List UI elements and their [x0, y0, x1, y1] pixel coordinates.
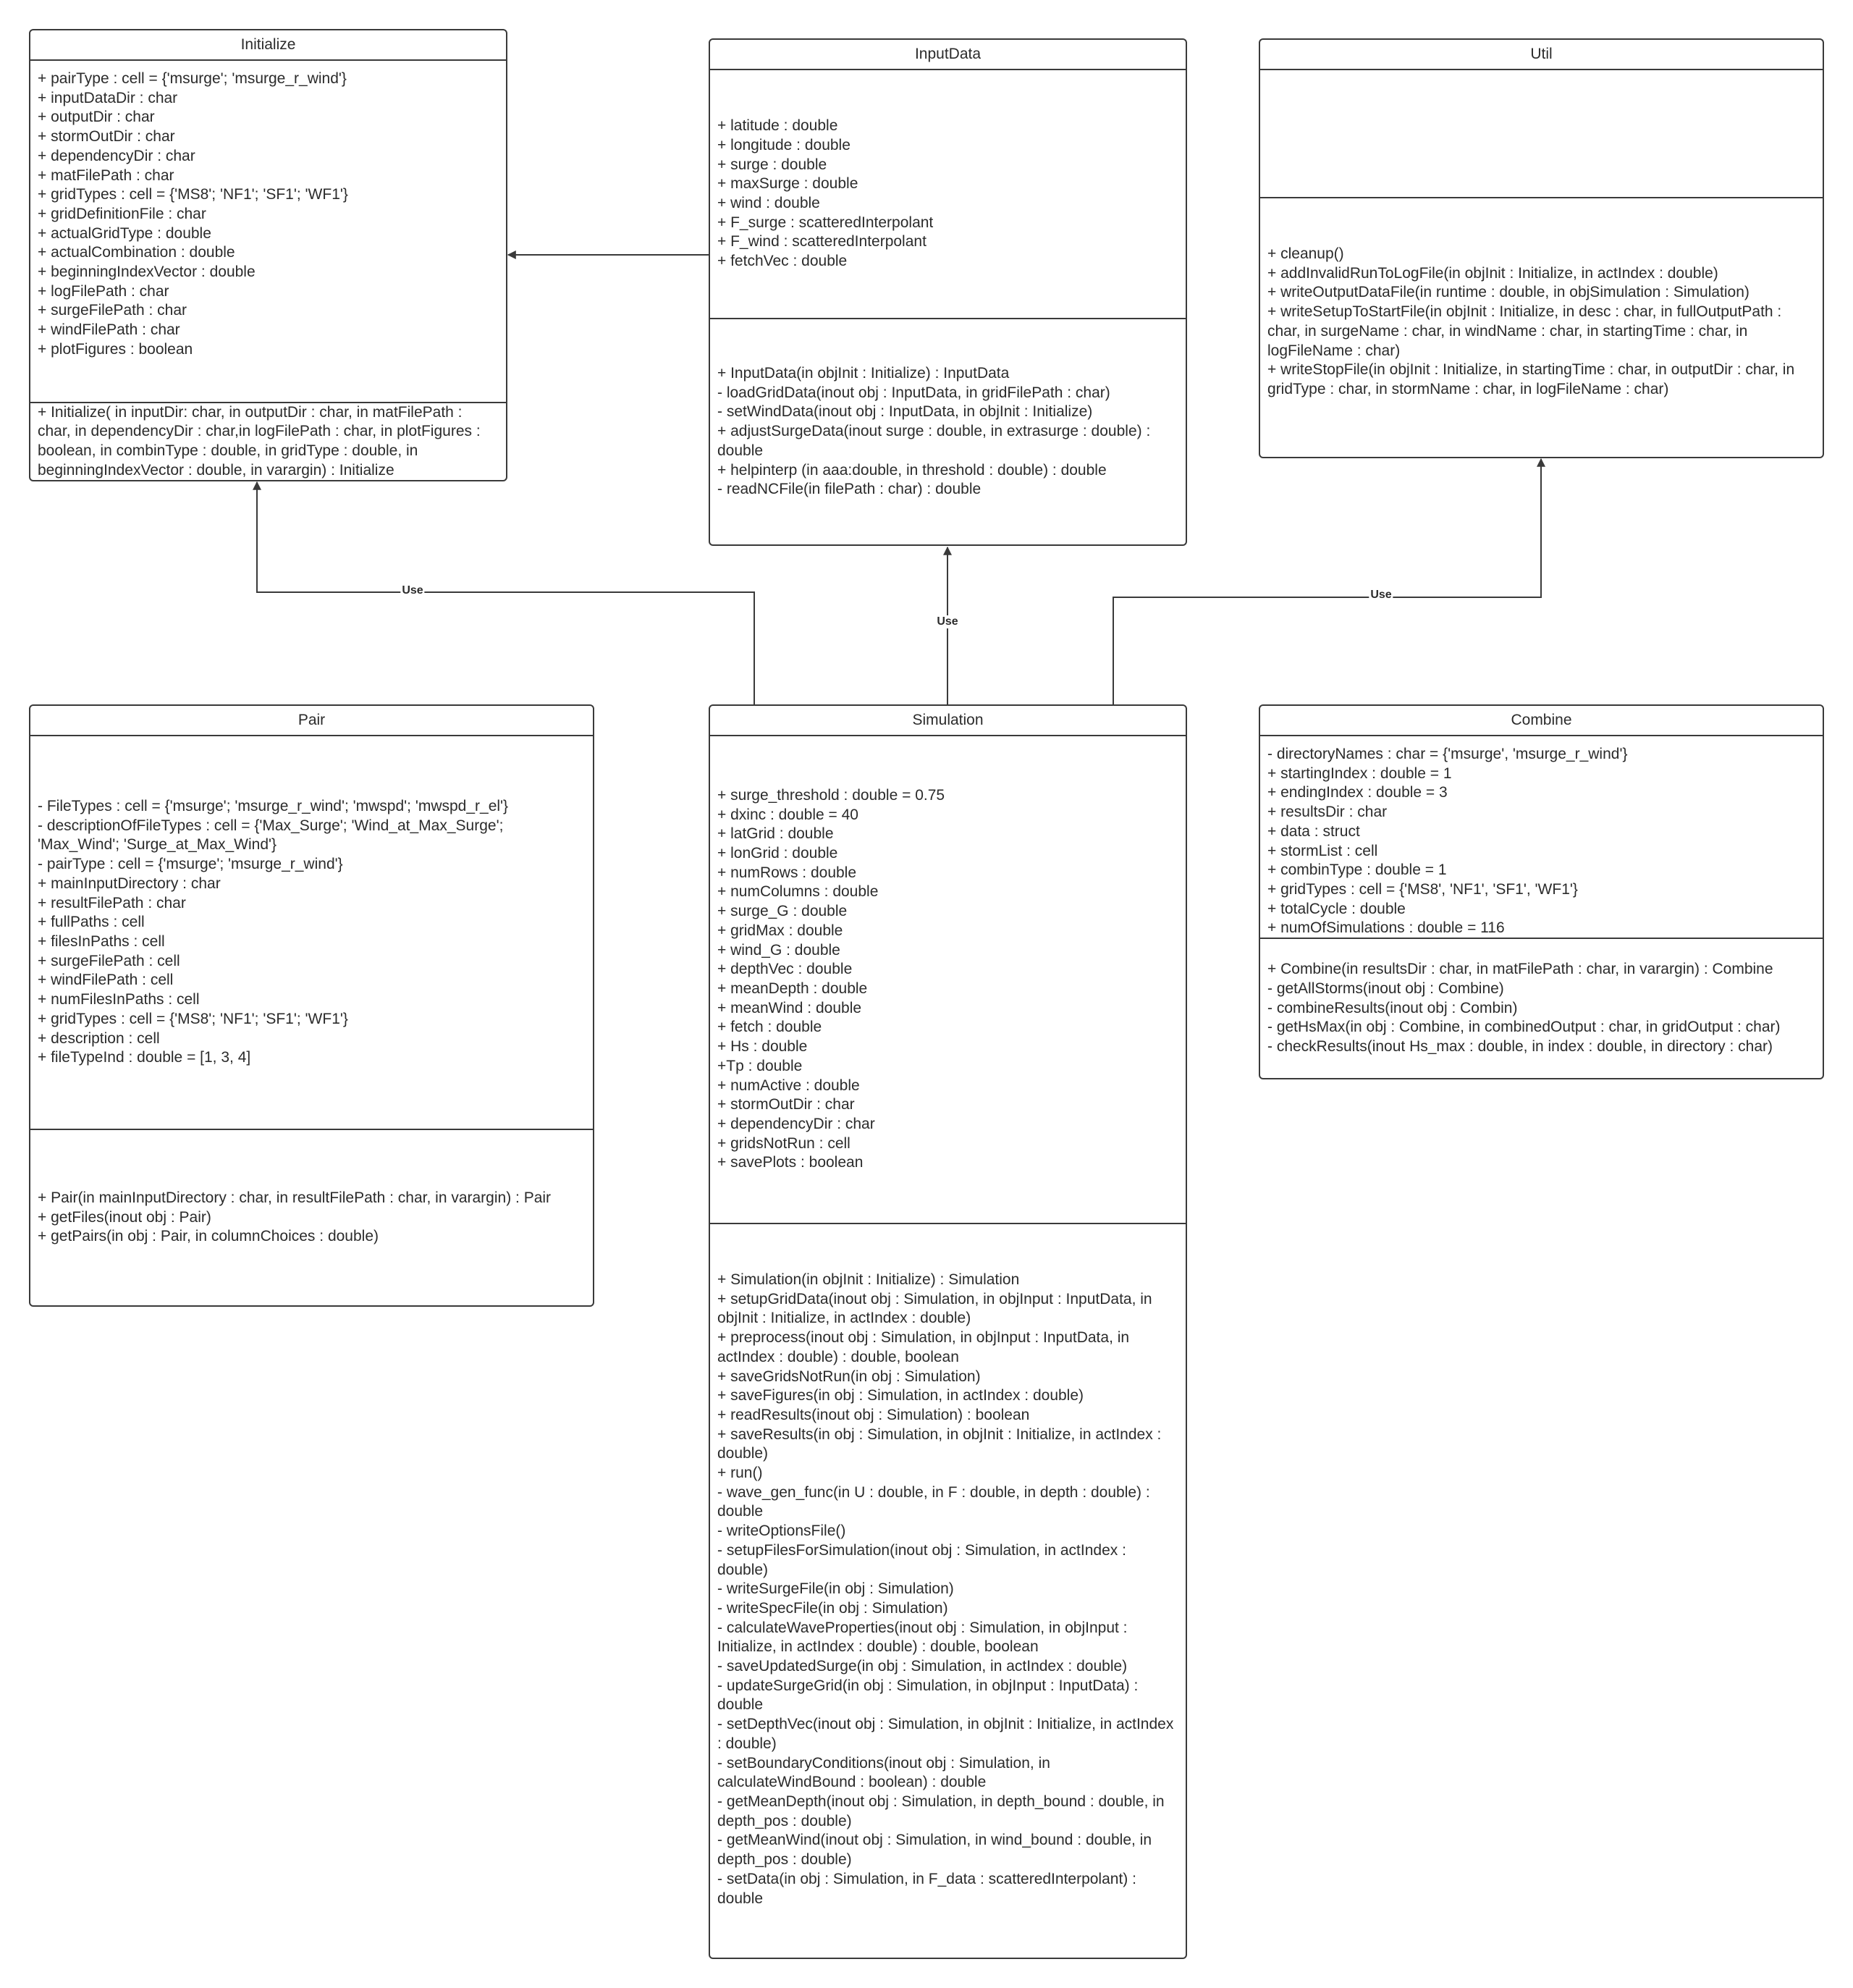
attributes-section	[1260, 70, 1823, 197]
attribute-line: + gridDefinitionFile : char	[38, 205, 206, 222]
attribute-line: + surge_threshold : double = 0.75	[717, 786, 945, 804]
class-name: Combine	[1260, 706, 1823, 736]
operation-line: + writeSetupToStartFile(in objInit : Initialize, in desc : char, in fullOutputPath : char, in surgeName : char, in windName : char, in startingTime : char, in logFileName : char)	[1267, 303, 1782, 359]
operation-line: - getHsMax(in obj : Combine, in combinedOutput : char, in gridOutput : char)	[1267, 1019, 1781, 1036]
operation-line: + saveGridsNotRun(in obj : Simulation)	[717, 1368, 981, 1385]
operation-line: + cleanup()	[1267, 245, 1344, 262]
attribute-line: + windFilePath : cell	[38, 972, 174, 989]
attribute-line: + savePlots : boolean	[717, 1154, 864, 1171]
attribute-line: + fetch : double	[717, 1019, 822, 1036]
operations-section	[710, 318, 1186, 544]
attribute-line: + fullPaths : cell	[38, 914, 145, 931]
attribute-line: + meanWind : double	[717, 999, 862, 1016]
attribute-line: + gridsNotRun : cell	[717, 1134, 850, 1152]
attribute-line: + description : cell	[38, 1029, 160, 1047]
operation-line: - writeSpecFile(in obj : Simulation)	[717, 1599, 948, 1617]
attributes-section	[30, 61, 506, 402]
attribute-line: + numActive : double	[717, 1077, 860, 1094]
attributes-section	[710, 736, 1186, 1223]
attribute-line: + data : struct	[1267, 822, 1360, 840]
class-name: Util	[1260, 40, 1823, 70]
attribute-line: + numOfSimulations : double = 116	[1267, 919, 1505, 937]
operations-section	[30, 1129, 593, 1305]
operation-line: - checkResults(inout Hs_max : double, in index : double, in directory : char)	[1267, 1038, 1773, 1056]
operation-line: + setupGridData(inout obj : Simulation, in objInput : InputData, in objInit : Initialize, in actIndex : double)	[717, 1290, 1152, 1327]
attribute-line: + inputDataDir : char	[38, 89, 178, 106]
operation-line: + writeStopFile(in objInit : Initialize, in startingTime : char, in outputDir : char, in gridType : char, in stormName : char, in logFileName : char)	[1267, 361, 1795, 397]
operation-line: + preprocess(inout obj : Simulation, in objInput : InputData, in actIndex : double) : double, boolean	[717, 1329, 1130, 1365]
class-combine[interactable]	[1259, 704, 1824, 1079]
class-util[interactable]	[1259, 38, 1824, 458]
attribute-line: + wind : double	[717, 195, 820, 211]
operation-line: + Pair(in mainInputDirectory : char, in resultFilePath : char, in varargin) : Pair	[38, 1189, 552, 1206]
operation-line: - setBoundaryConditions(inout obj : Simulation, in calculateWindBound : boolean) : double	[717, 1754, 1050, 1791]
use-label-util: Use	[1370, 589, 1392, 601]
operations-section	[710, 1223, 1186, 1958]
operation-line: - calculateWaveProperties(inout obj : Simulation, in objInput : Initialize, in actIndex : double) : double, boolean	[717, 1619, 1128, 1656]
operations-section	[1260, 197, 1823, 457]
class-inputdata[interactable]	[709, 38, 1187, 546]
operation-line: + Combine(in resultsDir : char, in matFilePath : char, in varargin) : Combine	[1267, 961, 1773, 978]
class-name: InputData	[710, 40, 1186, 70]
operation-line: - setupFilesForSimulation(inout obj : Simulation, in actIndex : double)	[717, 1541, 1126, 1578]
attribute-line: + latGrid : double	[717, 825, 834, 843]
attribute-line: + dxinc : double = 40	[717, 806, 858, 823]
operation-line: + run()	[717, 1465, 763, 1482]
operation-line: + getPairs(in obj : Pair, in columnChoices : double)	[38, 1228, 379, 1245]
class-name: Initialize	[30, 30, 506, 61]
attributes-section	[1260, 736, 1823, 938]
attribute-line: + F_wind : scatteredInterpolant	[717, 233, 926, 250]
operation-line: + helpinterp (in aaa:double, in threshold : double) : double	[717, 461, 1107, 479]
operation-line: - getMeanWind(inout obj : Simulation, in wind_bound : double, in depth_pos : double)	[717, 1832, 1152, 1869]
attribute-line: + latitude : double	[717, 117, 838, 135]
attribute-line: + gridTypes : cell = {'MS8'; 'NF1'; 'SF1'; 'WF1'}	[38, 186, 348, 203]
attribute-line: + filesInPaths : cell	[38, 933, 165, 950]
attribute-line: + totalCycle : double	[1267, 900, 1406, 917]
operation-line: - writeSurgeFile(in obj : Simulation)	[717, 1580, 954, 1598]
operation-line: - setWindData(inout obj : InputData, in objInit : Initialize)	[717, 403, 1093, 421]
operation-line: + Simulation(in objInit : Initialize) : Simulation	[717, 1271, 1020, 1288]
attribute-line: + gridTypes : cell = {'MS8'; 'NF1'; 'SF1'; 'WF1'}	[38, 1010, 348, 1027]
operation-line: + saveResults(in obj : Simulation, in objInit : Initialize, in actIndex : double)	[717, 1425, 1162, 1462]
operation-line: - loadGridData(inout obj : InputData, in gridFilePath : char)	[717, 384, 1110, 401]
attribute-line: - descriptionOfFileTypes : cell = {'Max_Surge'; 'Wind_at_Max_Surge'; 'Max_Wind'; 'Surge_at_Max_Wind'}	[38, 817, 504, 854]
attribute-line: + matFilePath : char	[38, 167, 174, 184]
class-pair[interactable]	[29, 704, 594, 1307]
class-name: Simulation	[710, 706, 1186, 736]
operation-line: - updateSurgeGrid(in obj : Simulation, in objInput : InputData) : double	[717, 1677, 1139, 1714]
operation-line: - combineResults(inout obj : Combin)	[1267, 999, 1518, 1016]
operation-line: + writeOutputDataFile(in runtime : double, in objSimulation : Simulation)	[1267, 284, 1749, 301]
attribute-line: - pairType : cell = {'msurge'; 'msurge_r_wind'}	[38, 856, 343, 873]
attribute-line: + surge_G : double	[717, 903, 848, 920]
attribute-line: + actualCombination : double	[38, 244, 235, 261]
attribute-line: + surgeFilePath : cell	[38, 952, 180, 969]
operation-line: + addInvalidRunToLogFile(in objInit : Initialize, in actIndex : double)	[1267, 264, 1718, 282]
attribute-line: + surge : double	[717, 156, 827, 173]
attributes-section	[710, 70, 1186, 318]
attribute-line: +Tp : double	[717, 1057, 803, 1074]
attribute-line: + resultFilePath : char	[38, 894, 186, 911]
attribute-line: + fileTypeInd : double = [1, 3, 4]	[38, 1049, 251, 1066]
attribute-line: + mainInputDirectory : char	[38, 875, 221, 892]
use-line-simulation-initialize	[257, 482, 754, 705]
attribute-line: + lonGrid : double	[717, 845, 838, 862]
operation-line: - wave_gen_func(in U : double, in F : double, in depth : double) : double	[717, 1483, 1150, 1520]
operation-line: + InputData(in objInit : Initialize) : InputData	[717, 365, 1010, 382]
attribute-line: + resultsDir : char	[1267, 804, 1388, 821]
operation-line: - writeOptionsFile()	[717, 1522, 846, 1540]
attribute-line: + beginningIndexVector : double	[38, 264, 256, 281]
attribute-line: + maxSurge : double	[717, 175, 858, 193]
attribute-line: - FileTypes : cell = {'msurge'; 'msurge_r_wind'; 'mwspd'; 'mwspd_r_el'}	[38, 798, 509, 815]
operation-line: + getFiles(inout obj : Pair)	[38, 1208, 211, 1226]
attribute-line: + depthVec : double	[717, 961, 853, 978]
attribute-line: + actualGridType : double	[38, 224, 211, 242]
class-name: Pair	[30, 706, 593, 736]
attribute-line: + numFilesInPaths : cell	[38, 991, 200, 1008]
operation-line: - saveUpdatedSurge(in obj : Simulation, in actIndex : double)	[717, 1658, 1128, 1675]
operation-line: + readResults(inout obj : Simulation) : boolean	[717, 1406, 1030, 1423]
operation-line: - getMeanDepth(inout obj : Simulation, in depth_bound : double, in depth_pos : double)	[717, 1793, 1165, 1829]
attribute-line: + numRows : double	[717, 864, 857, 881]
attribute-line: + meanDepth : double	[717, 980, 868, 997]
operation-line: - getAllStorms(inout obj : Combine)	[1267, 980, 1504, 997]
class-initialize[interactable]	[29, 29, 507, 481]
attribute-line: + endingIndex : double = 3	[1267, 784, 1448, 801]
attribute-line: + surgeFilePath : char	[38, 302, 187, 319]
attribute-line: + outputDir : char	[38, 109, 155, 126]
attribute-line: + gridMax : double	[717, 922, 843, 939]
attribute-line: + F_surge : scatteredInterpolant	[717, 214, 934, 231]
operation-line: - setData(in obj : Simulation, in F_data : scatteredInterpolant) : double	[717, 1870, 1136, 1907]
operation-line: - readNCFile(in filePath : char) : double	[717, 481, 982, 498]
use-label-inputdata: Use	[937, 615, 958, 628]
attribute-line: + dependencyDir : char	[717, 1115, 875, 1132]
attribute-line: + combinType : double = 1	[1267, 862, 1447, 879]
operation-line: - setDepthVec(inout obj : Simulation, in objInit : Initialize, in actIndex : double)	[717, 1716, 1174, 1752]
attribute-line: + gridTypes : cell = {'MS8', 'NF1', 'SF1', 'WF1'}	[1267, 880, 1578, 898]
attribute-line: + logFilePath : char	[38, 282, 169, 300]
attribute-line: - directoryNames : char = {'msurge', 'msurge_r_wind'}	[1267, 746, 1628, 762]
attribute-line: + fetchVec : double	[717, 253, 848, 270]
attribute-line: + plotFigures : boolean	[38, 340, 193, 358]
attribute-line: + numColumns : double	[717, 883, 879, 901]
attribute-line: + longitude : double	[717, 136, 850, 153]
class-simulation[interactable]	[709, 704, 1187, 1959]
attributes-section	[30, 736, 593, 1129]
attribute-line: + stormList : cell	[1267, 842, 1378, 859]
operations-section	[30, 402, 506, 480]
attribute-line: + Hs : double	[717, 1038, 808, 1056]
operations-section	[1260, 938, 1823, 1078]
attribute-line: + startingIndex : double = 1	[1267, 765, 1452, 782]
use-label-initialize: Use	[402, 584, 423, 597]
attribute-line: + dependencyDir : char	[38, 147, 195, 164]
operation-line: + saveFigures(in obj : Simulation, in actIndex : double)	[717, 1387, 1084, 1404]
operation-line: + Initialize( in inputDir: char, in outputDir : char, in matFilePath : char, in dependencyDir : char,in logFilePath : char, in plotFigures : boolean, in combinType : double, in gridType : double, in beginningIndexVector : double, in varargin) : Initialize	[38, 403, 481, 479]
attribute-line: + wind_G : double	[717, 941, 840, 959]
attribute-line: + stormOutDir : char	[38, 128, 175, 146]
attribute-line: + pairType : cell = {'msurge'; 'msurge_r_wind'}	[38, 70, 347, 87]
operation-line: + adjustSurgeData(inout surge : double, in extrasurge : double) : double	[717, 423, 1151, 459]
attribute-line: + windFilePath : char	[38, 321, 180, 339]
attribute-line: + stormOutDir : char	[717, 1096, 855, 1113]
